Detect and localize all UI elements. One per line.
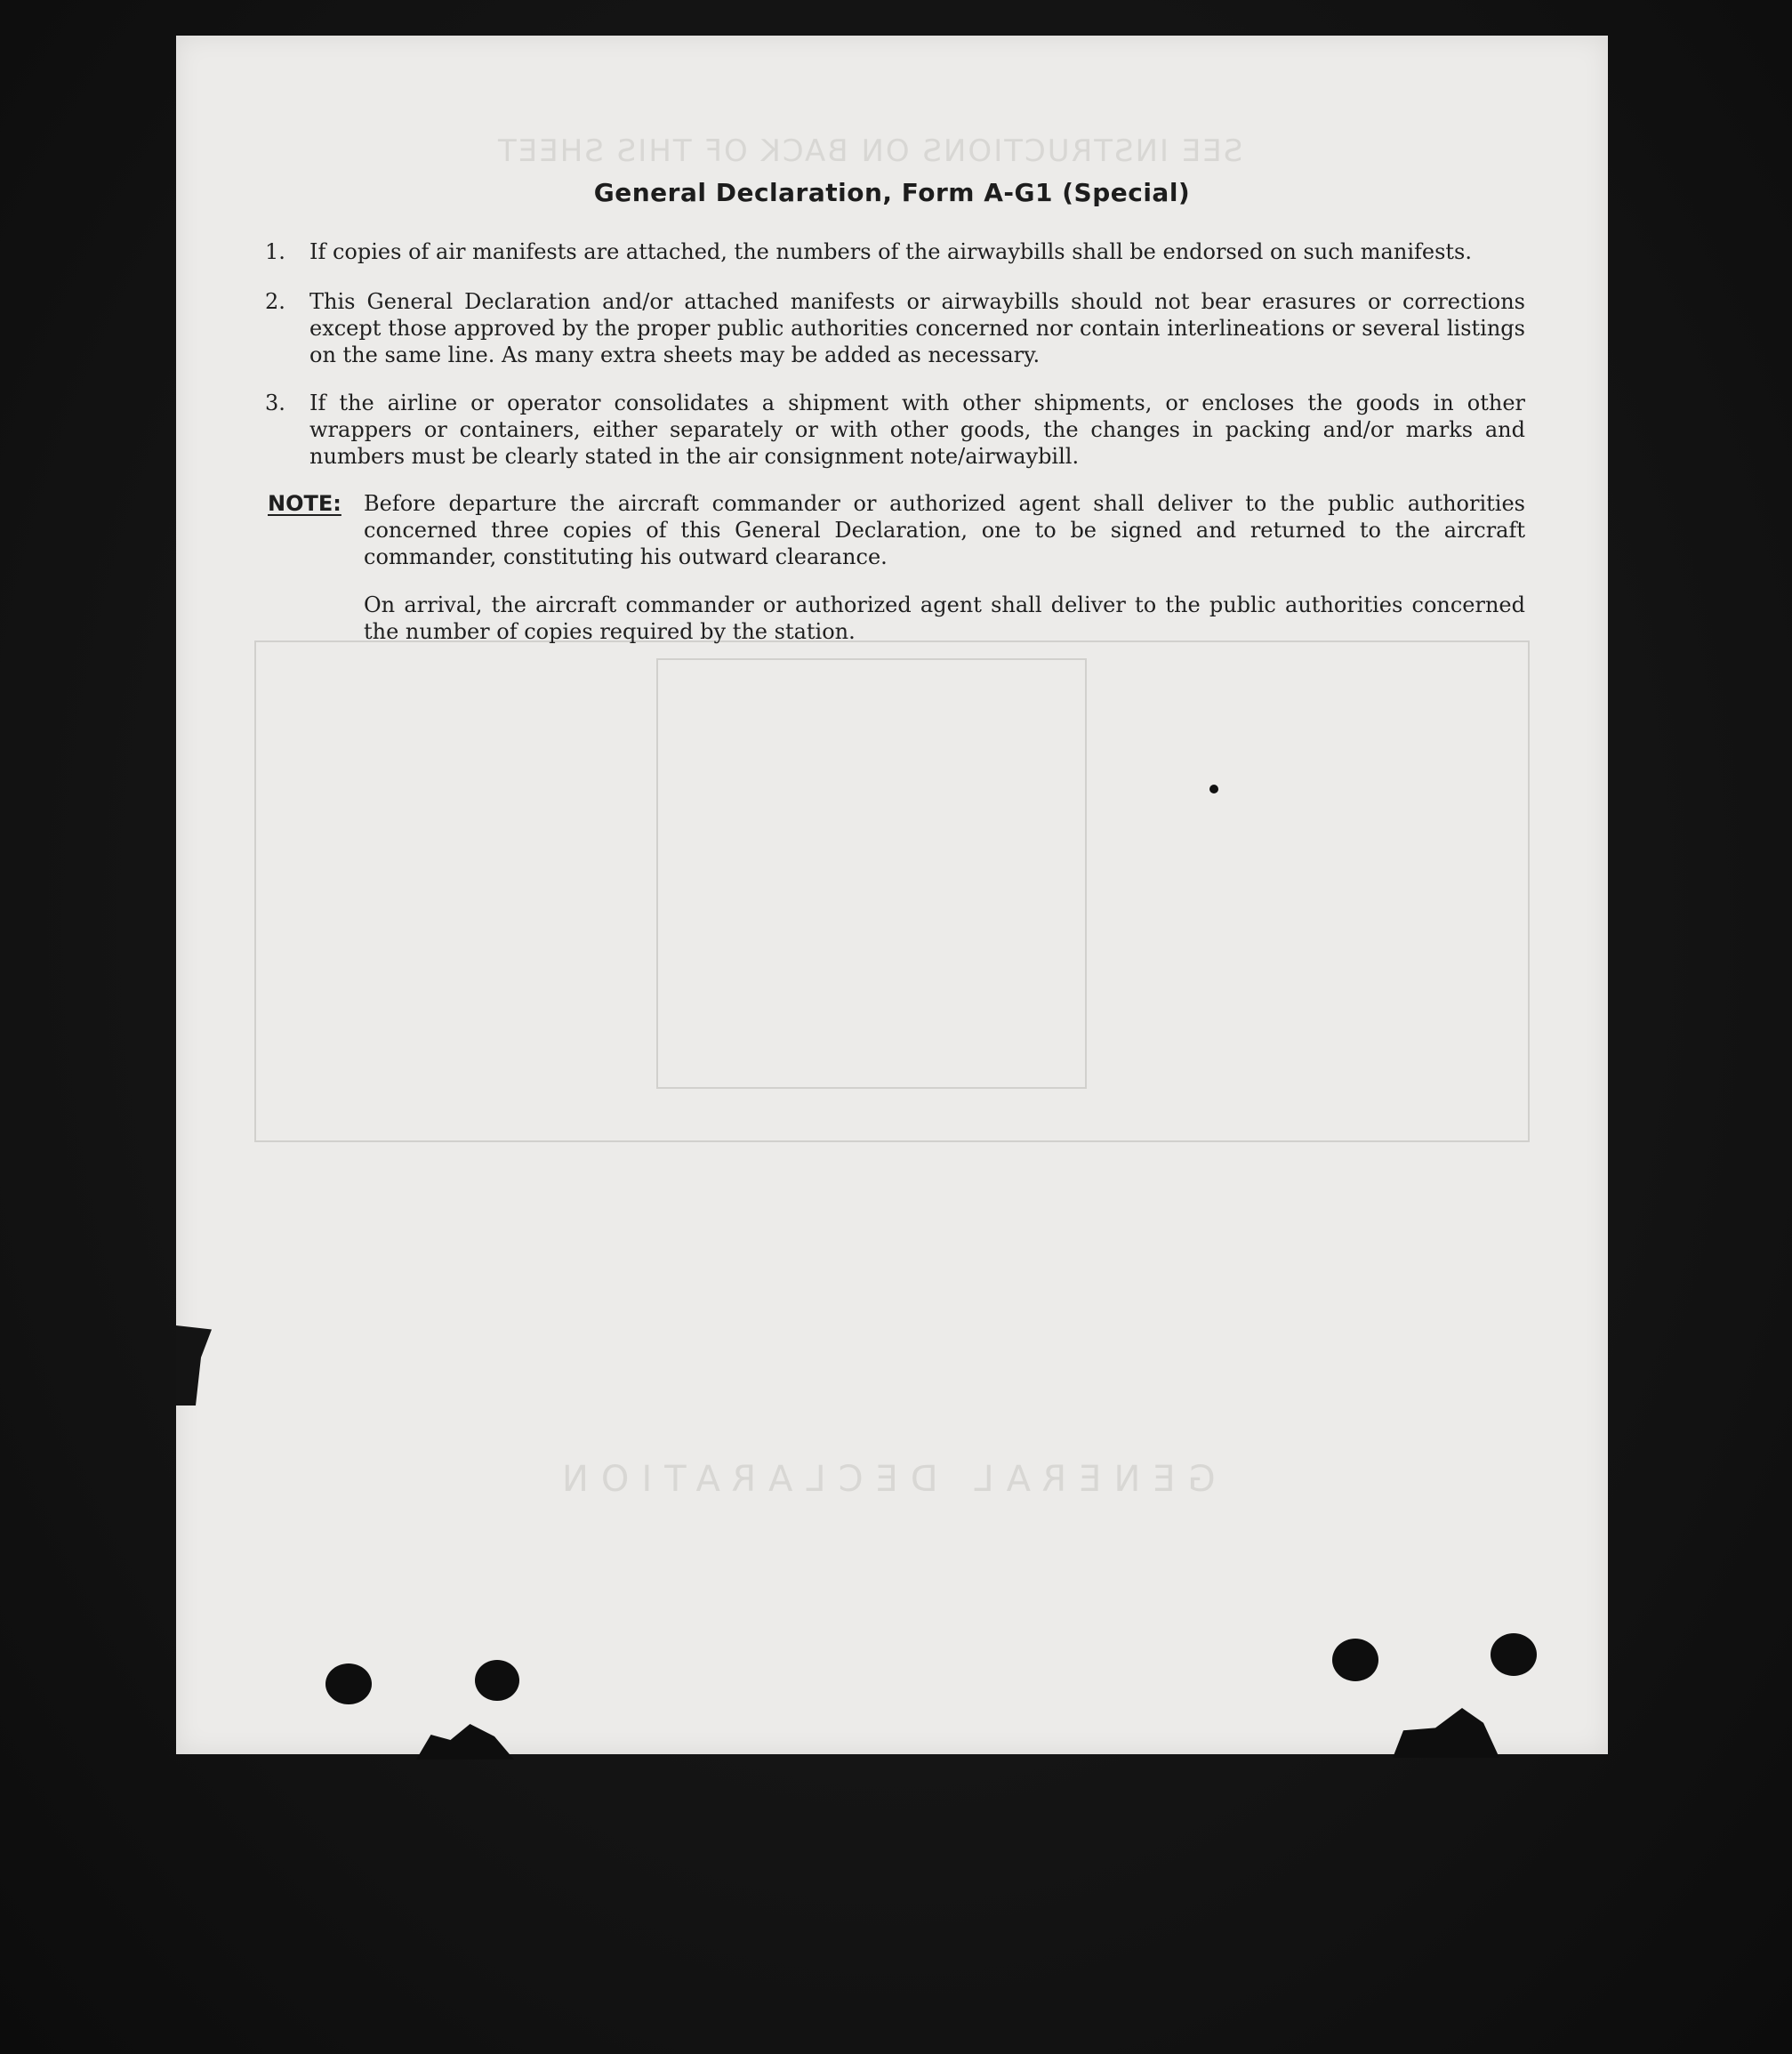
item-number: 2.: [265, 289, 285, 314]
item-text: If copies of air manifests are attached, the numbers of the airwaybills shall be endorsed on such manifests.: [309, 239, 1472, 264]
note-paragraph-2: On arrival, the aircraft commander or authorized agent shall deliver to the public authorities concerned the number of copies required by the station.: [364, 592, 1525, 644]
page-title: General Declaration, Form A-G1 (Special): [593, 178, 1191, 207]
item-number: 3.: [265, 391, 285, 415]
item-text: If the airline or operator consolidates a shipment with other shipments, or encloses the goods in other wrappers or containers, either separately or with other goods, the changes in packing and/or marks and numbers must be clearly stated in the air consignment note/airwaybill.: [309, 391, 1525, 469]
item-number: 1.: [265, 239, 285, 264]
instruction-item-1: [265, 238, 1525, 265]
ink-dot: [1209, 785, 1218, 793]
punch-hole-left-2: [475, 1660, 519, 1701]
instruction-item-2: [265, 288, 1525, 368]
tear-blot-left: [416, 1724, 514, 1760]
note-label: NOTE:: [268, 491, 342, 516]
instruction-item-3: [265, 390, 1525, 470]
punch-hole-right-1: [1332, 1639, 1378, 1681]
bleed-through-heading: SEE INSTRUCTIONS ON BACK OF THIS SHEET: [496, 133, 1243, 169]
tear-blot-right: [1393, 1708, 1499, 1758]
note-paragraph-1: Before departure the aircraft commander or authorized agent shall deliver to the public authorities concerned three copies of this General Declaration, one to be signed and returned to the aircraft commander, constituting his outward clearance.: [364, 491, 1525, 569]
bleed-through-form-title: GENERAL DECLARATION: [550, 1459, 1216, 1500]
document-page: [176, 36, 1608, 1754]
bleed-through-table-inner: [656, 658, 1087, 1089]
punch-hole-right-2: [1491, 1633, 1537, 1676]
punch-hole-left-1: [325, 1663, 372, 1704]
item-text: This General Declaration and/or attached manifests or airwaybills should not bear erasures or corrections except those approved by the proper public authorities concerned nor contain interlineations or several listings on the same line. As many extra sheets may be added as necessary.: [309, 289, 1525, 367]
